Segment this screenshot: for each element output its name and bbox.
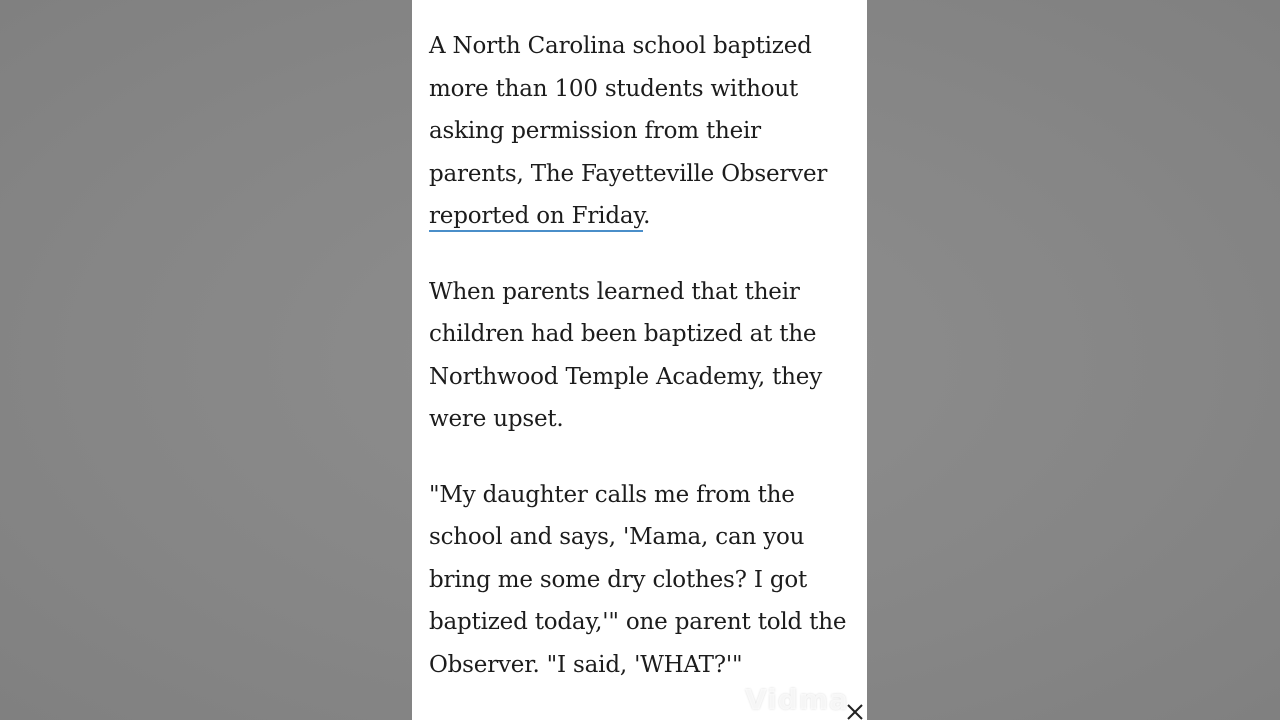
text-line: Observer. "I said, 'WHAT?'" [429,651,743,678]
paragraph-2 [429,271,854,441]
paragraph-1 [429,25,854,238]
trailing-period: . [643,203,651,229]
text-line: baptized today,'" one parent told the [429,609,847,635]
text-line: asking permission from their [429,118,761,144]
article-panel [412,0,867,720]
text-line: Northwood Temple Academy, they [429,363,822,390]
close-icon-glyph [844,701,866,720]
text-line: A North Carolina school baptized [429,33,812,59]
text-line: school and says, 'Mama, can you [429,524,805,550]
text-line: "My daughter calls me from the [429,481,795,508]
text-line: more than 100 students without [429,75,799,102]
reported-on-friday-link[interactable]: reported on Friday [429,203,643,232]
text-line [429,195,854,238]
text-line: children had been baptized at the [429,321,817,347]
paragraph-3 [429,474,854,687]
text-line: parents, The Fayetteville Observer [429,160,828,187]
vidma-watermark: Vidma [745,683,849,716]
text-line: bring me some dry clothes? I got [429,566,808,593]
close-icon[interactable] [844,701,866,720]
text-line: When parents learned that their [429,278,800,305]
text-line: were upset. [429,406,564,432]
article-body [429,25,854,719]
